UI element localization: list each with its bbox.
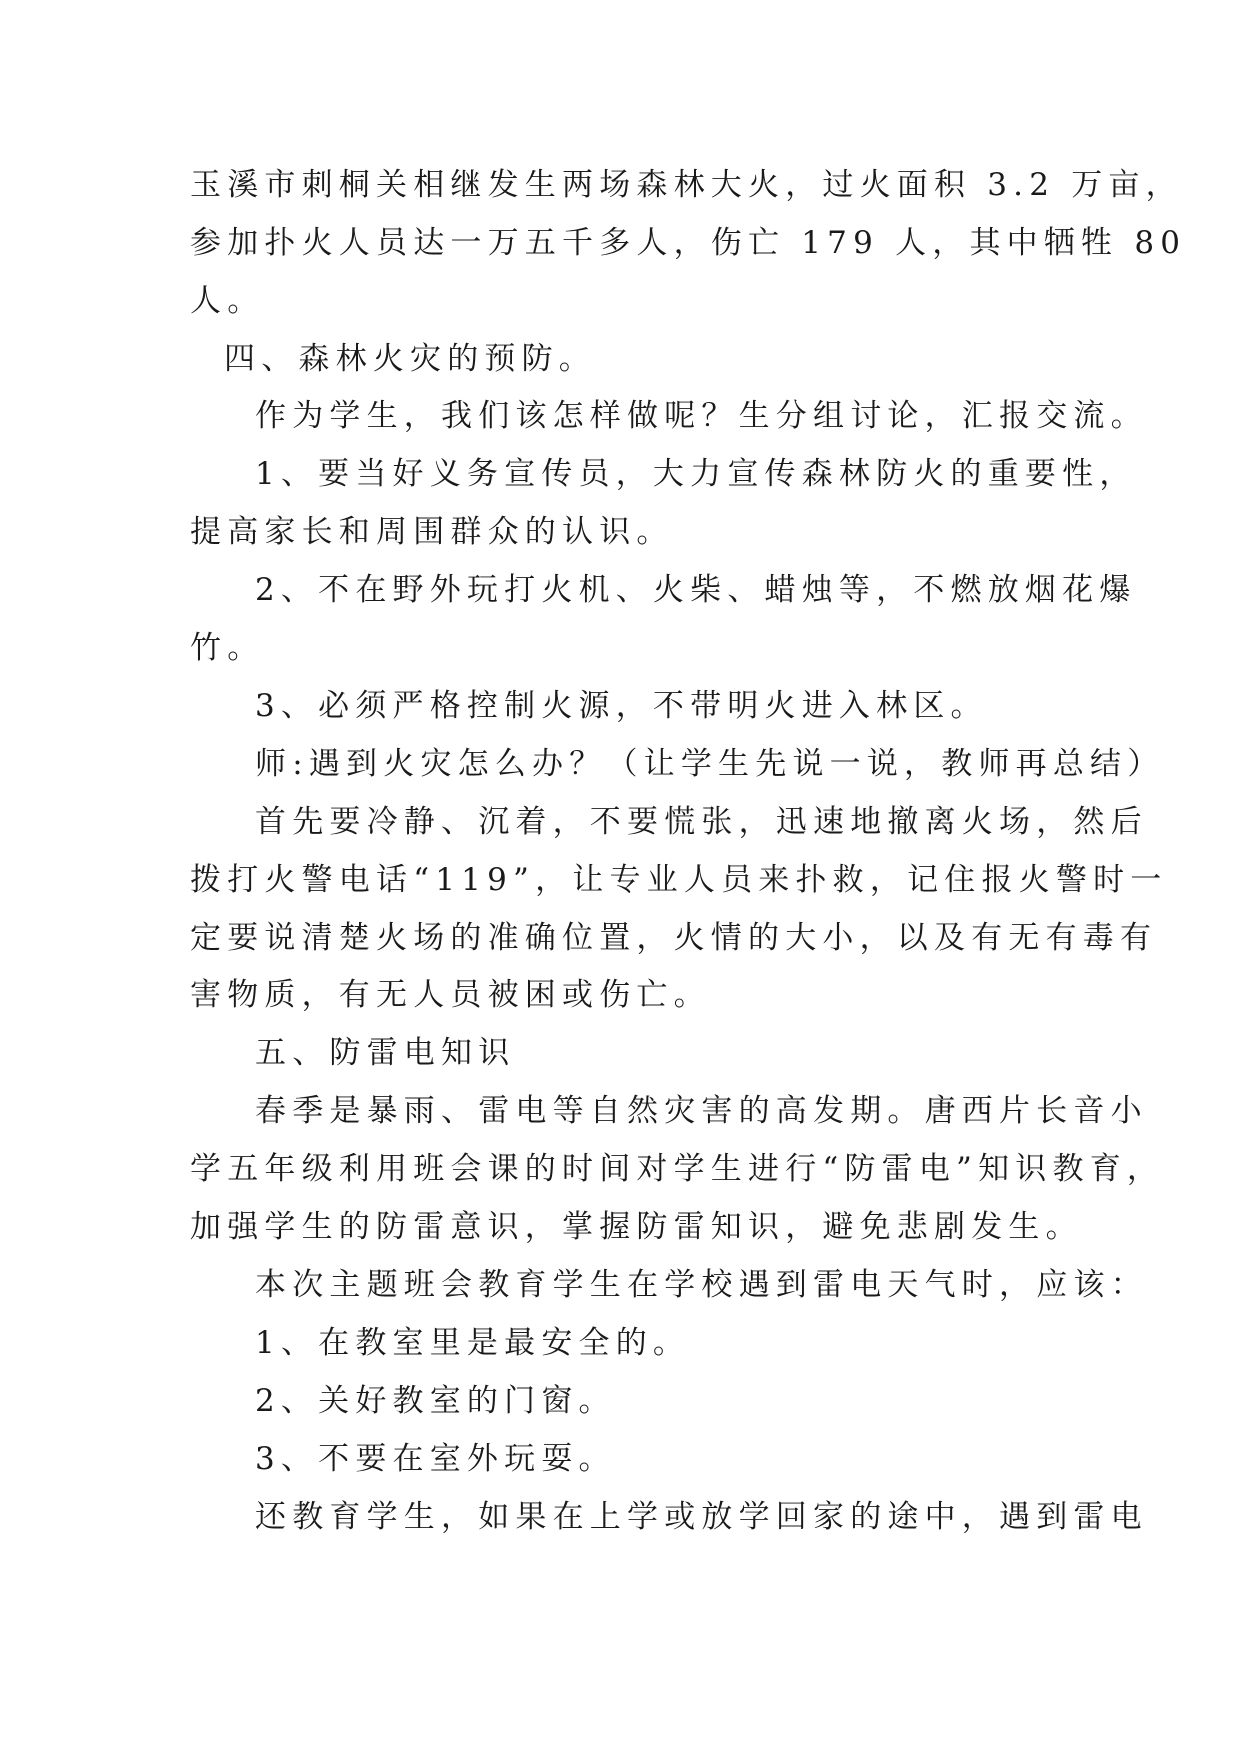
paragraph-line: 作为学生，我们该怎样做呢？生分组讨论，汇报交流。 (255, 398, 1148, 434)
paragraph-line: 加强学生的防雷意识，掌握防雷知识，避免悲剧发生。 (190, 1209, 1083, 1245)
list-item: 3、不要在室外玩耍。 (255, 1441, 616, 1477)
paragraph-line: 玉溪市刺桐关相继发生两场森林大火，过火面积 3.2 万亩， (190, 167, 1183, 203)
paragraph-line: 首先要冷静、沉着，不要慌张，迅速地撤离火场，然后 (255, 804, 1148, 840)
paragraph-line: 竹。 (190, 630, 265, 666)
section-heading: 四、森林火灾的预防。 (224, 341, 596, 377)
paragraph-line: 还教育学生，如果在上学或放学回家的途中，遇到雷电 (255, 1499, 1148, 1535)
paragraph-line: 学五年级利用班会课的时间对学生进行“防雷电”知识教育， (190, 1151, 1165, 1187)
list-item: 1、要当好义务宣传员，大力宣传森林防火的重要性， (255, 456, 1137, 492)
paragraph-line: 拨打火警电话“119”，让专业人员来扑救，记住报火警时一 (190, 862, 1168, 898)
paragraph-line: 本次主题班会教育学生在学校遇到雷电天气时，应该： (255, 1267, 1148, 1303)
list-item: 2、不在野外玩打火机、火柴、蜡烛等，不燃放烟花爆 (255, 572, 1137, 608)
paragraph-line: 人。 (190, 283, 265, 319)
paragraph-line: 春季是暴雨、雷电等自然灾害的高发期。唐西片长音小 (255, 1093, 1148, 1129)
paragraph-line: 参加扑火人员达一万五千多人，伤亡 179 人，其中牺牲 80 (190, 225, 1187, 261)
paragraph-line: 提高家长和周围群众的认识。 (190, 514, 674, 550)
paragraph-line: 害物质，有无人员被困或伤亡。 (190, 977, 711, 1013)
paragraph-line: 定要说清楚火场的准确位置，火情的大小，以及有无有毒有 (190, 920, 1158, 956)
paragraph-line: 师:遇到火灾怎么办？（让学生先说一说，教师再总结） (255, 746, 1165, 782)
list-item: 1、在教室里是最安全的。 (255, 1325, 691, 1361)
list-item: 3、必须严格控制火源，不带明火进入林区。 (255, 688, 988, 724)
section-heading: 五、防雷电知识 (255, 1035, 516, 1071)
list-item: 2、关好教室的门窗。 (255, 1383, 616, 1419)
